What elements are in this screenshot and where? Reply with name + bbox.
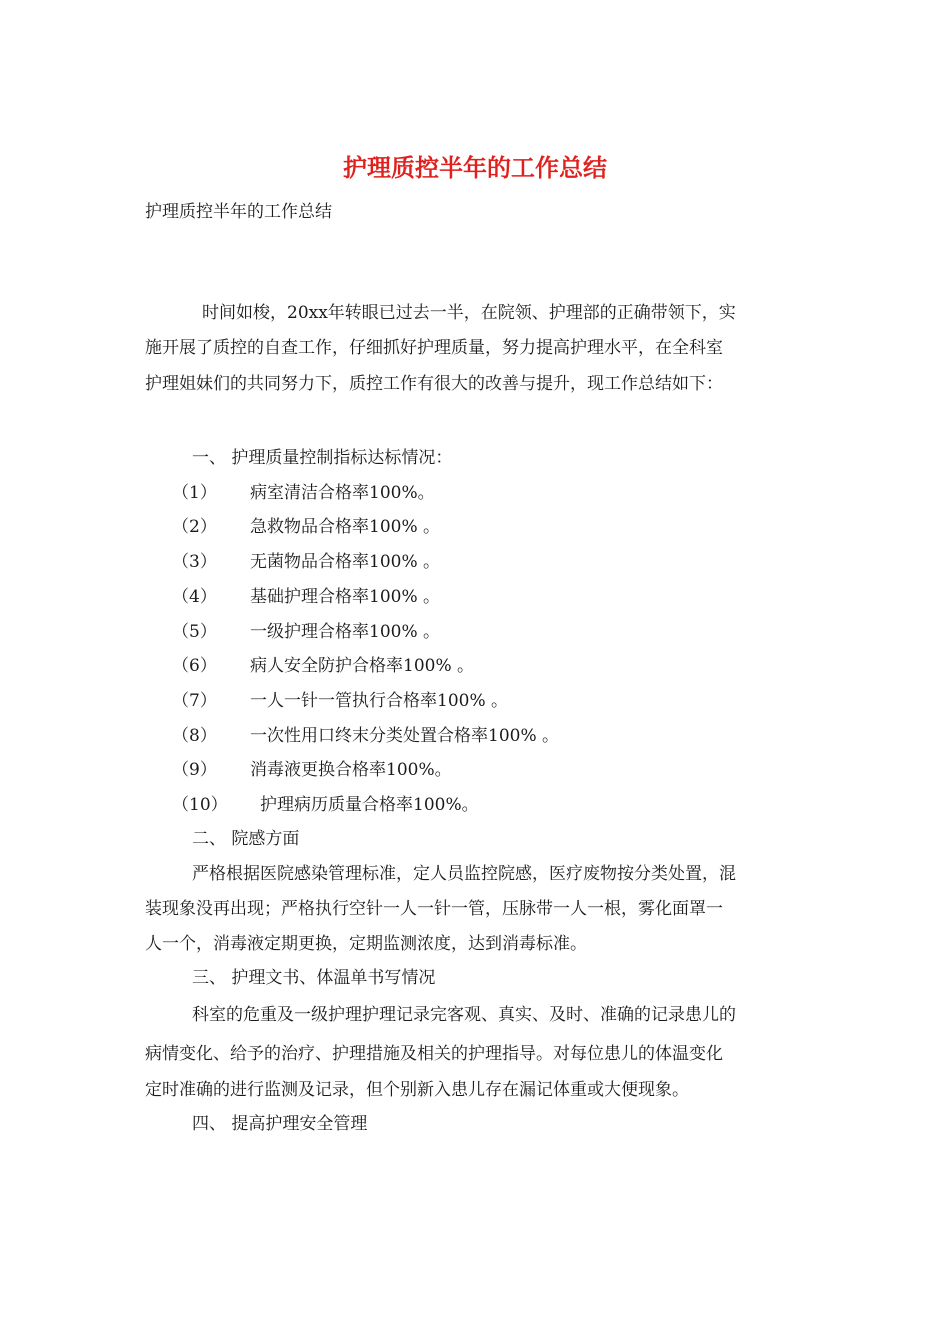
intro-line-2: 施开展了质控的自查工作，仔细抓好护理质量，努力提高护理水平，在全科室: [145, 338, 723, 358]
list-item: [172, 724, 559, 748]
section2-line-2: 装现象没再出现；严格执行空针一人一针一管，压脉带一人一根，雾化面罩一: [145, 899, 723, 919]
section3-line-2: 病情变化、给予的治疗、护理措施及相关的护理指导。对每位患儿的体温变化: [145, 1044, 723, 1064]
list-item-number: （8）: [172, 726, 217, 746]
list-item-number: （1）: [172, 483, 217, 503]
section1-heading: 一、 护理质量控制指标达标情况：: [192, 448, 453, 468]
section2-line-1: 严格根据医院感染管理标准，定人员监控院感，医疗废物按分类处置，混: [192, 864, 736, 884]
list-item: [172, 550, 440, 574]
section2-heading: 二、 院感方面: [192, 829, 300, 849]
list-item: [172, 689, 508, 713]
list-item-number: （3）: [172, 552, 217, 572]
list-item-text: 一人一针一管执行合格率100% 。: [250, 691, 509, 711]
list-item-text: 病室清洁合格率100%。: [250, 483, 435, 503]
intro-line-1: 时间如梭，20xx年转眼已过去一半，在院领、护理部的正确带领下，实: [202, 303, 736, 323]
list-item-number: （10）: [172, 795, 228, 815]
list-item-text: 基础护理合格率100% 。: [250, 587, 441, 607]
list-item: [172, 481, 435, 505]
list-item: [172, 515, 440, 539]
list-item: [172, 793, 479, 817]
list-item-text: 护理病历质量合格率100%。: [260, 795, 479, 815]
list-item: [172, 585, 440, 609]
list-item-text: 急救物品合格率100% 。: [250, 517, 441, 537]
list-item-text: 一级护理合格率100% 。: [250, 622, 441, 642]
list-item: [172, 758, 452, 782]
list-item-number: （2）: [172, 517, 217, 537]
list-item-number: （7）: [172, 691, 217, 711]
list-item-text: 无菌物品合格率100% 。: [250, 552, 441, 572]
list-item: [172, 620, 440, 644]
document-subtitle: 护理质控半年的工作总结: [145, 202, 332, 222]
list-item-text: 消毒液更换合格率100%。: [250, 760, 452, 780]
intro-line-3: 护理姐妹们的共同努力下，质控工作有很大的改善与提升，现工作总结如下：: [145, 374, 723, 394]
section2-line-3: 人一个，消毒液定期更换，定期监测浓度，达到消毒标准。: [145, 934, 587, 954]
list-item-number: （9）: [172, 760, 217, 780]
list-item-number: （5）: [172, 622, 217, 642]
document-title: 护理质控半年的工作总结: [343, 153, 607, 182]
section3-line-3: 定时准确的进行监测及记录，但个别新入患儿存在漏记体重或大便现象。: [145, 1080, 689, 1100]
section4-heading: 四、 提高护理安全管理: [192, 1114, 368, 1134]
list-item-text: 一次性用口终末分类处置合格率100% 。: [250, 726, 560, 746]
list-item-text: 病人安全防护合格率100% 。: [250, 656, 475, 676]
section3-heading: 三、 护理文书、体温单书写情况: [192, 968, 436, 988]
list-item: [172, 654, 474, 678]
section3-line-1: 科室的危重及一级护理护理记录完客观、真实、及时、准确的记录患儿的: [192, 1005, 736, 1025]
list-item-number: （4）: [172, 587, 217, 607]
list-item-number: （6）: [172, 656, 217, 676]
